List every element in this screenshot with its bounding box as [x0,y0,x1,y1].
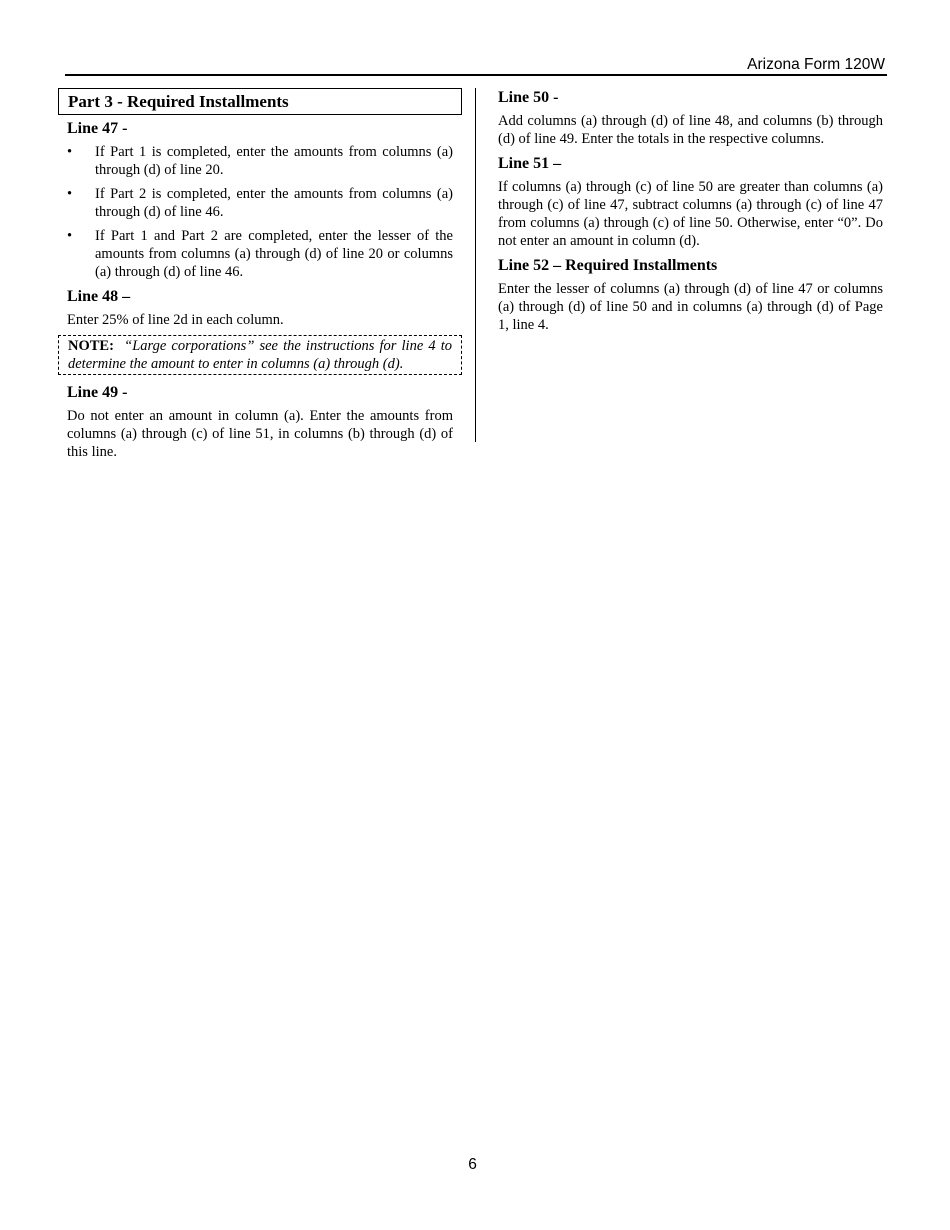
line-52-heading: Line 52 – Required Installments [498,257,718,274]
line-51-text: If columns (a) through (c) of line 50 are greater than columns (a) through (c) of line 47, subtract columns (a) through (c) of line 47 from columns (a) through (c) of line 50. Otherwise, enter “0”. Do not enter an amount in column (d). [498,179,883,249]
left-column [58,88,462,467]
bullet-text: If Part 1 is completed, enter the amounts from columns (a) through (d) of line 20. [95,144,453,178]
line-48-section [58,287,462,329]
line-47-heading: Line 47 - [67,120,128,137]
line-50-heading: Line 50 - [498,89,559,106]
line-49-heading: Line 49 - [67,384,128,401]
list-item [67,143,453,179]
part-title: Part 3 - Required Installments [58,88,462,115]
header-rule [65,74,887,76]
list-item [67,227,453,281]
line-51-heading: Line 51 – [498,155,562,172]
page-number: 6 [468,1156,477,1173]
bullet-icon: • [67,186,73,202]
line-48-text: Enter 25% of line 2d in each column. [67,312,284,328]
note-label: NOTE: [68,338,114,354]
right-column [498,88,883,340]
bullet-text: If Part 2 is completed, enter the amounts from columns (a) through (d) of line 46. [95,186,453,220]
line-50-text: Add columns (a) through (d) of line 48, and columns (b) through (d) of line 49. Enter the totals in the respective columns. [498,113,883,147]
line-47-heading-wrap [58,119,462,139]
line-49-text: Do not enter an amount in column (a). Enter the amounts from columns (a) through (c) of line 51, in columns (b) through (d) of this line. [67,408,453,460]
line-52-text: Enter the lesser of columns (a) through (d) of line 47 or columns (a) through (d) of line 50 and in columns (a) through (d) of Page 1, line 4. [498,281,883,333]
bullet-icon: • [67,144,73,160]
list-item [67,185,453,221]
form-title: Arizona Form 120W [747,56,885,73]
line-48-heading: Line 48 – [67,288,131,305]
note-box [58,335,462,375]
bullet-text: If Part 1 and Part 2 are completed, enter the lesser of the amounts from columns (a) through (d) of line 20 or columns (a) through (d) of line 46. [95,228,453,280]
line-47-bullet-list [58,143,462,281]
line-49-section [58,383,462,461]
column-divider [475,88,476,442]
note-text: “Large corporations” see the instructions for line 4 to determine the amount to enter in columns (a) through (d). [68,338,452,372]
bullet-icon: • [67,228,73,244]
